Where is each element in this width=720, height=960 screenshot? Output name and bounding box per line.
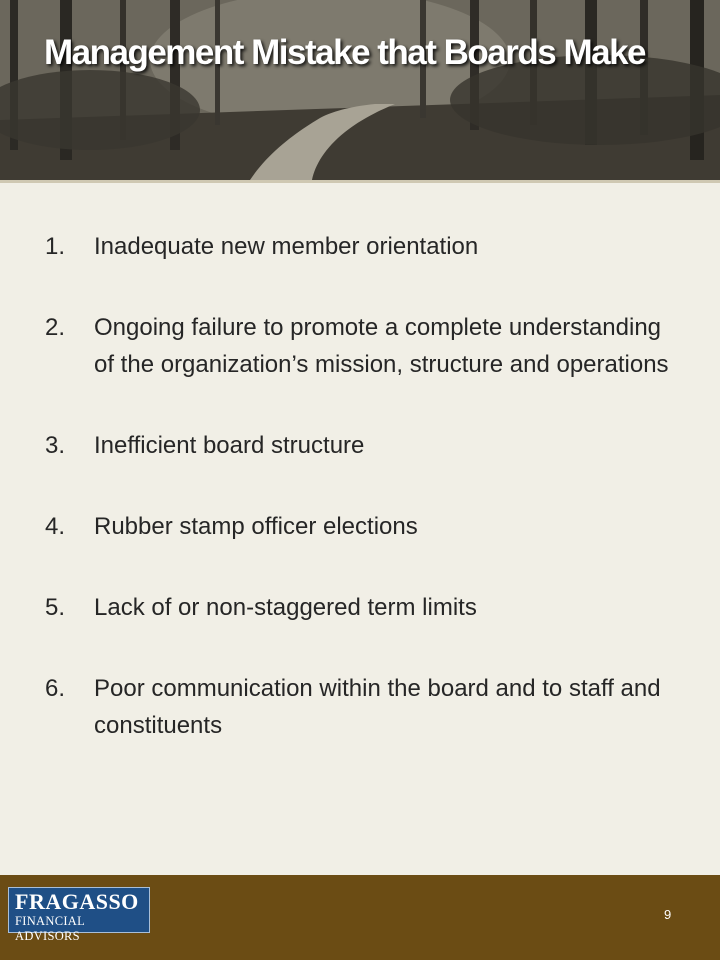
footer-bar (0, 875, 720, 960)
list-item (45, 228, 685, 265)
list-item (45, 427, 685, 464)
header-divider (0, 180, 720, 183)
list-item (45, 670, 685, 744)
item-text: Lack of or non-staggered term limits (94, 594, 477, 621)
list-item (45, 309, 685, 383)
page-number: 9 (664, 907, 672, 922)
item-number: 1. (45, 233, 66, 260)
list-item (45, 508, 685, 545)
item-number: 6. (45, 675, 66, 702)
fragasso-logo (8, 887, 150, 943)
item-text: Rubber stamp officer elections (94, 513, 418, 540)
item-text: Inefficient board structure (94, 432, 365, 459)
item-text: Poor communication within the board and to staff and constituents (94, 675, 661, 739)
forest-road-image (0, 0, 720, 180)
item-number: 2. (45, 314, 66, 341)
item-number: 3. (45, 432, 66, 459)
logo-line-1: FRAGASSO (15, 889, 139, 914)
item-number: 4. (45, 513, 66, 540)
header-photo (0, 0, 720, 180)
item-number: 5. (45, 594, 66, 621)
slide-title: Management Mistake that Boards Make (44, 33, 646, 72)
list-item (45, 589, 685, 626)
item-text: Ongoing failure to promote a complete understanding of the organization’s mission, structure and operations (94, 314, 669, 378)
mistakes-list (45, 228, 685, 744)
logo-line-2: FINANCIAL ADVISORS (15, 914, 85, 943)
item-text: Inadequate new member orientation (94, 233, 479, 260)
